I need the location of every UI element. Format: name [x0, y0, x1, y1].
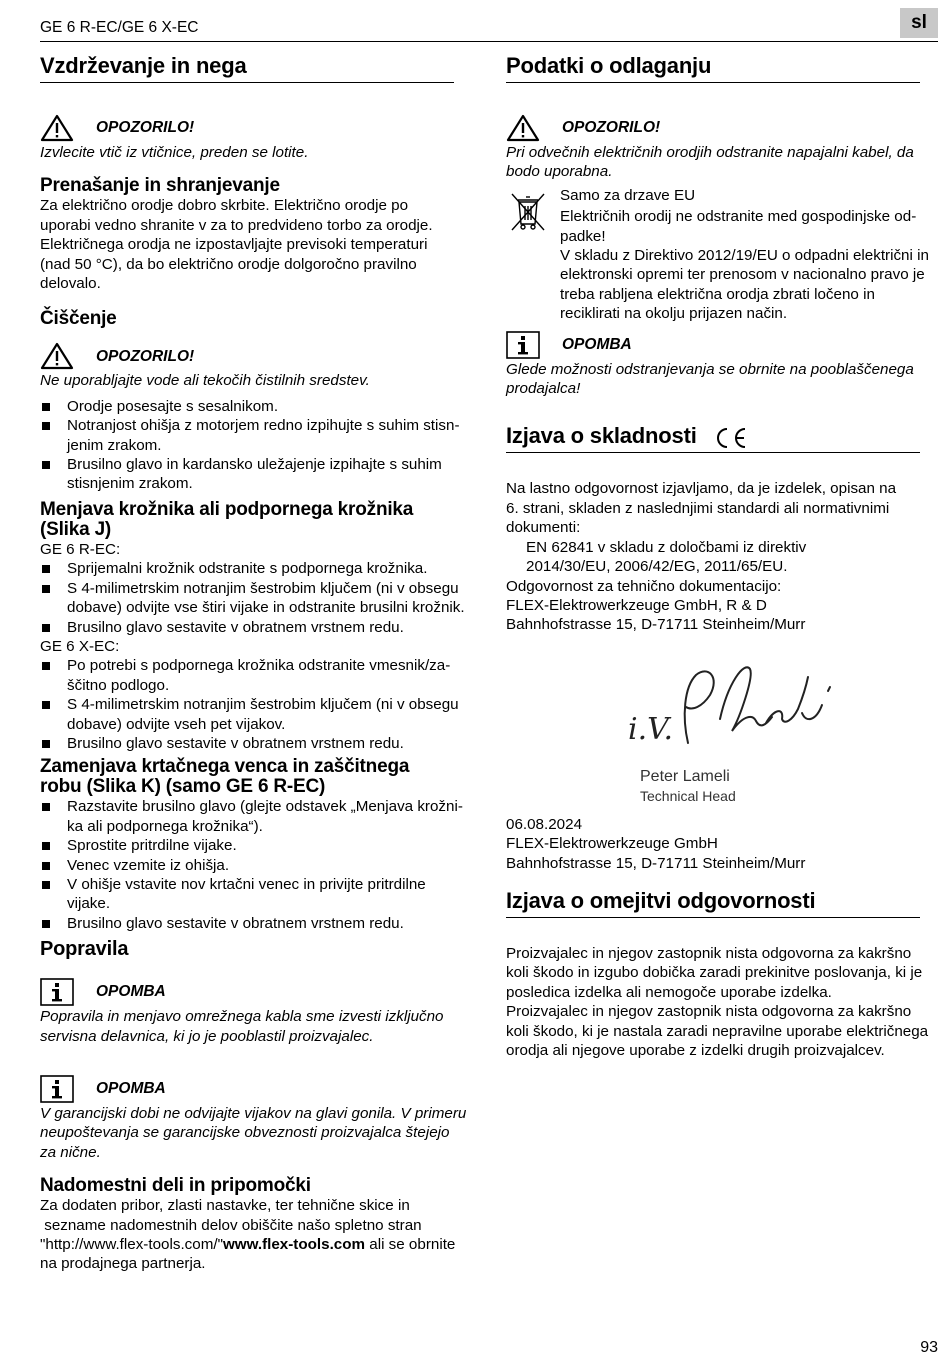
- text-line: posledica izdelka ali nemogoče uporabe izdelka.: [506, 983, 832, 1001]
- transport-text: [40, 196, 472, 293]
- info-icon: [40, 1075, 74, 1103]
- text-line: reciklirati na okolju prijazen način.: [560, 305, 788, 323]
- ce-mark-icon: [713, 426, 749, 450]
- eu-disposal-block: [506, 186, 938, 324]
- eu-disposal-text: [560, 186, 929, 324]
- note-text: Glede možnosti odstranjevanja se obrnite na pooblaščenega: [506, 360, 914, 378]
- transport-heading: Prenašanje in shranjevanje: [40, 175, 280, 197]
- text-line: 6. strani, skladen z naslednjimi standardi ali normativnimi: [506, 499, 890, 517]
- text-segment: ali se obrnite: [365, 1236, 456, 1254]
- text-line: Proizvajalec in njegov zastopnik nista odgovorna za kakršno: [506, 944, 912, 962]
- crossed-bin-icon: [506, 188, 550, 234]
- conformity-title-text: Izjava o skladnosti: [506, 423, 697, 449]
- disc-heading: [40, 500, 472, 540]
- heading-line: Menjava krožnika ali podpornega krožnika: [40, 498, 414, 520]
- page-header: [40, 12, 938, 42]
- signature-block: [506, 647, 938, 817]
- item-text: Brusilno glavo sestavite v obratnem vrstnem redu.: [67, 618, 404, 636]
- item-text: jenim zrakom.: [67, 436, 162, 454]
- list-item: [40, 559, 472, 578]
- maintenance-title: Vzdrževanje in nega: [40, 52, 454, 83]
- repairs-heading: Popravila: [40, 938, 129, 961]
- text-line: V skladu z Direktivo 2012/19/EU o odpadni električni in: [560, 247, 929, 265]
- text-line: (nad 50 °C), da bo električno orodje dolgoročno pravilno: [40, 255, 417, 273]
- left-column: [40, 52, 472, 1274]
- warning-label: OPOZORILO!: [562, 119, 661, 137]
- item-text: stisnjenim zrakom.: [67, 475, 193, 493]
- item-text: Razstavite brusilno glavo (glejte odstavek „Menjava krožni-: [67, 798, 463, 816]
- liability-text: [506, 944, 938, 1060]
- item-text: S 4-milimetrskim notranjim šestrobim ključem (ni v obsegu: [67, 696, 459, 714]
- item-text: S 4-milimetrskim notranjim šestrobim ključem (ni v obsegu: [67, 579, 459, 597]
- text-line: dokumenti:: [506, 519, 581, 537]
- item-text: V ohišje vstavite nov krtačni venec in privijte pritrdilne vijake.: [67, 875, 426, 913]
- text-line: Odgovornost za tehnično dokumentacijo:: [506, 577, 782, 595]
- text-line: Za dodaten pribor, zlasti nastavke, ter tehnične skice in: [40, 1197, 410, 1215]
- text-line: Bahnhofstrasse 15, D-71711 Steinheim/Murr: [506, 616, 806, 634]
- eu-only-label: Samo za drzave EU: [560, 186, 696, 204]
- text-line: orodja ali njegove uporabe z izdelki drugih proizvajalcev.: [506, 1041, 885, 1059]
- text-line: Električnih orodij ne odstranite med gospodinjske od-: [560, 208, 917, 226]
- text-line: FLEX-Elektrowerkzeuge GmbH, R & D: [506, 596, 767, 614]
- list-item: [40, 695, 472, 734]
- model-label: GE 6 R-EC:: [40, 540, 121, 558]
- url-text: "http://www.flex-tools.com/": [40, 1236, 223, 1254]
- spares-text: [40, 1196, 472, 1274]
- item-text: ščitno podlogo.: [67, 676, 170, 694]
- text-line: sezname nadomestnih delov obiščite našo spletno stran: [40, 1216, 422, 1234]
- item-text: Venec vzemite iz ohišja.: [67, 856, 230, 874]
- language-badge: sl: [900, 8, 938, 38]
- note-disposal: [506, 330, 938, 399]
- warning-triangle-icon: [40, 114, 74, 142]
- note-text: V garancijski dobi ne odvijajte vijakov na glavi gonila. V primeru: [40, 1105, 467, 1122]
- text-line: koli škodo, ki je nastala zaradi nepravilne uporabe električnega: [506, 1022, 929, 1040]
- company-name: FLEX-Elektrowerkzeuge GmbH: [506, 835, 718, 853]
- item-text: Sprostite pritrdilne vijake.: [67, 837, 237, 855]
- warning-text: bodo uporabna.: [506, 163, 613, 181]
- warning-text: Ne uporabljajte vode ali tekočih čistilnih sredstev.: [40, 372, 370, 390]
- list-item: [40, 836, 472, 855]
- item-text: Orodje posesajte s sesalnikom.: [67, 397, 279, 415]
- text-line: koli škodo in izgubo dobička zaradi prekinitve poslovanja, ki je: [506, 964, 923, 982]
- text-line: 2014/30/EU, 2006/42/EG, 2011/65/EU.: [526, 558, 788, 576]
- conformity-footer: [506, 815, 938, 873]
- text-line: [40, 1235, 472, 1254]
- warning-label: OPOZORILO!: [96, 119, 195, 137]
- heading-line: Zamenjava krtačnega venca in zaščitnega: [40, 756, 410, 778]
- signature-image: [616, 647, 916, 767]
- list-item: [40, 656, 472, 695]
- declaration-date: 06.08.2024: [506, 815, 583, 833]
- item-text: ka ali podpornega krožnika“).: [67, 817, 263, 835]
- text-line: padke!: [560, 227, 606, 245]
- text-line: na prodajnega partnerja.: [40, 1255, 206, 1273]
- list-item: [40, 856, 472, 875]
- note-warranty: [40, 1074, 472, 1162]
- note-text: neupoštevanja se garancijske obveznosti proizvajalca štejejo: [40, 1124, 450, 1142]
- note-repairs: [40, 977, 472, 1046]
- spares-heading: Nadomestni deli in pripomočki: [40, 1175, 311, 1197]
- item-text: Po potrebi s podpornega krožnika odstranite vmesnik/za-: [67, 657, 451, 675]
- item-text: Brusilno glavo sestavite v obratnem vrstnem redu.: [67, 734, 404, 752]
- note-label: OPOMBA: [562, 335, 632, 353]
- item-text: dobave) odvijte vseh pet vijakov.: [67, 715, 286, 733]
- info-icon: [506, 331, 540, 359]
- brush-heading: [40, 757, 472, 797]
- svg-text:i.V.: i.V.: [628, 711, 674, 747]
- heading-line: (Slika J): [40, 518, 112, 540]
- website-link[interactable]: www.flex-tools.com: [222, 1236, 366, 1254]
- heading-line: robu (Slika K) (samo GE 6 R-EC): [40, 776, 326, 798]
- conformity-text: [506, 479, 938, 634]
- text-line: uporabi vedno shranite v za to predvideno torbo za orodje.: [40, 216, 433, 234]
- note-text: Popravila in menjavo omrežnega kabla sme izvesti izključno: [40, 1008, 444, 1026]
- warning-triangle-icon: [506, 114, 540, 142]
- brush-list: [40, 797, 472, 933]
- signatory-name: Peter Lameli: [640, 767, 730, 785]
- model-label: GE 6 X-EC:: [40, 637, 120, 655]
- text-line: EN 62841 v skladu z določbami iz direktiv: [526, 538, 807, 556]
- list-item: [40, 397, 472, 416]
- warning-cleaning: [40, 341, 472, 390]
- text-line: Za električno orodje dobro skrbite. Električno orodje po: [40, 197, 409, 215]
- signatory-role: Technical Head: [640, 787, 736, 804]
- note-label: OPOMBA: [96, 1080, 166, 1098]
- list-item: [40, 618, 472, 637]
- info-icon: [40, 978, 74, 1006]
- item-text: Brusilno glavo in kardansko uležajenje izpihajte s suhim: [67, 456, 442, 474]
- item-text: Notranjost ohišja z motorjem redno izpihujte s suhim stisn-: [67, 417, 460, 435]
- item-text: Sprijemalni krožnik odstranite s podpornega krožnika.: [67, 560, 428, 578]
- warning-label: OPOZORILO!: [96, 347, 195, 365]
- warning-unplug: [40, 113, 472, 162]
- list-item: [40, 579, 472, 618]
- note-text: za nične.: [40, 1143, 101, 1161]
- list-item: [40, 455, 472, 494]
- warning-text: Izvlecite vtič iz vtičnice, preden se lotite.: [40, 144, 309, 161]
- list-item: [40, 797, 472, 836]
- text-line: delovalo.: [40, 275, 101, 293]
- warning-disposal: [506, 113, 938, 182]
- text-line: Električnega orodja ne izpostavljajte previsoki temperaturi: [40, 236, 428, 254]
- text-line: Na lastno odgovornost izjavljamo, da je izdelek, opisan na: [506, 480, 897, 498]
- disc-list-2: [40, 656, 472, 753]
- list-item: [40, 416, 472, 455]
- disposal-title: Podatki o odlaganju: [506, 52, 920, 83]
- text-line: Proizvajalec in njegov zastopnik nista odgovorna za kakršno: [506, 1003, 912, 1021]
- cleaning-list: [40, 397, 472, 494]
- note-text: prodajalca!: [506, 380, 581, 398]
- item-text: dobave) odvijte vse štiri vijake in odstranite brusilni krožnik.: [67, 599, 465, 617]
- warning-text: Pri odvečnih električnih orodjih odstranite napajalni kabel, da: [506, 144, 914, 161]
- item-text: Brusilno glavo sestavite v obratnem vrstnem redu.: [67, 914, 404, 932]
- header-title: GE 6 R-EC/GE 6 X-EC: [40, 19, 199, 36]
- company-address: Bahnhofstrasse 15, D-71711 Steinheim/Murr: [506, 854, 806, 872]
- text-line: treba rabljena električna orodja zbrati ločeno in: [560, 285, 875, 303]
- disc-list-1: [40, 559, 472, 637]
- right-column: [506, 52, 938, 1060]
- liability-title: Izjava o omejitvi odgovornosti: [506, 887, 920, 918]
- warning-triangle-icon: [40, 342, 74, 370]
- list-item: [40, 875, 472, 914]
- cleaning-heading: Čiščenje: [40, 308, 117, 330]
- note-text: servisna delavnica, ki jo je pooblastil proizvajalec.: [40, 1027, 374, 1045]
- text-line: elektronski opremi ter prenosom v nacionalno pravo je: [560, 266, 925, 284]
- page-number: 93: [920, 1339, 938, 1356]
- note-label: OPOMBA: [96, 983, 166, 1001]
- list-item: [40, 734, 472, 753]
- conformity-title: [506, 422, 920, 453]
- list-item: [40, 914, 472, 933]
